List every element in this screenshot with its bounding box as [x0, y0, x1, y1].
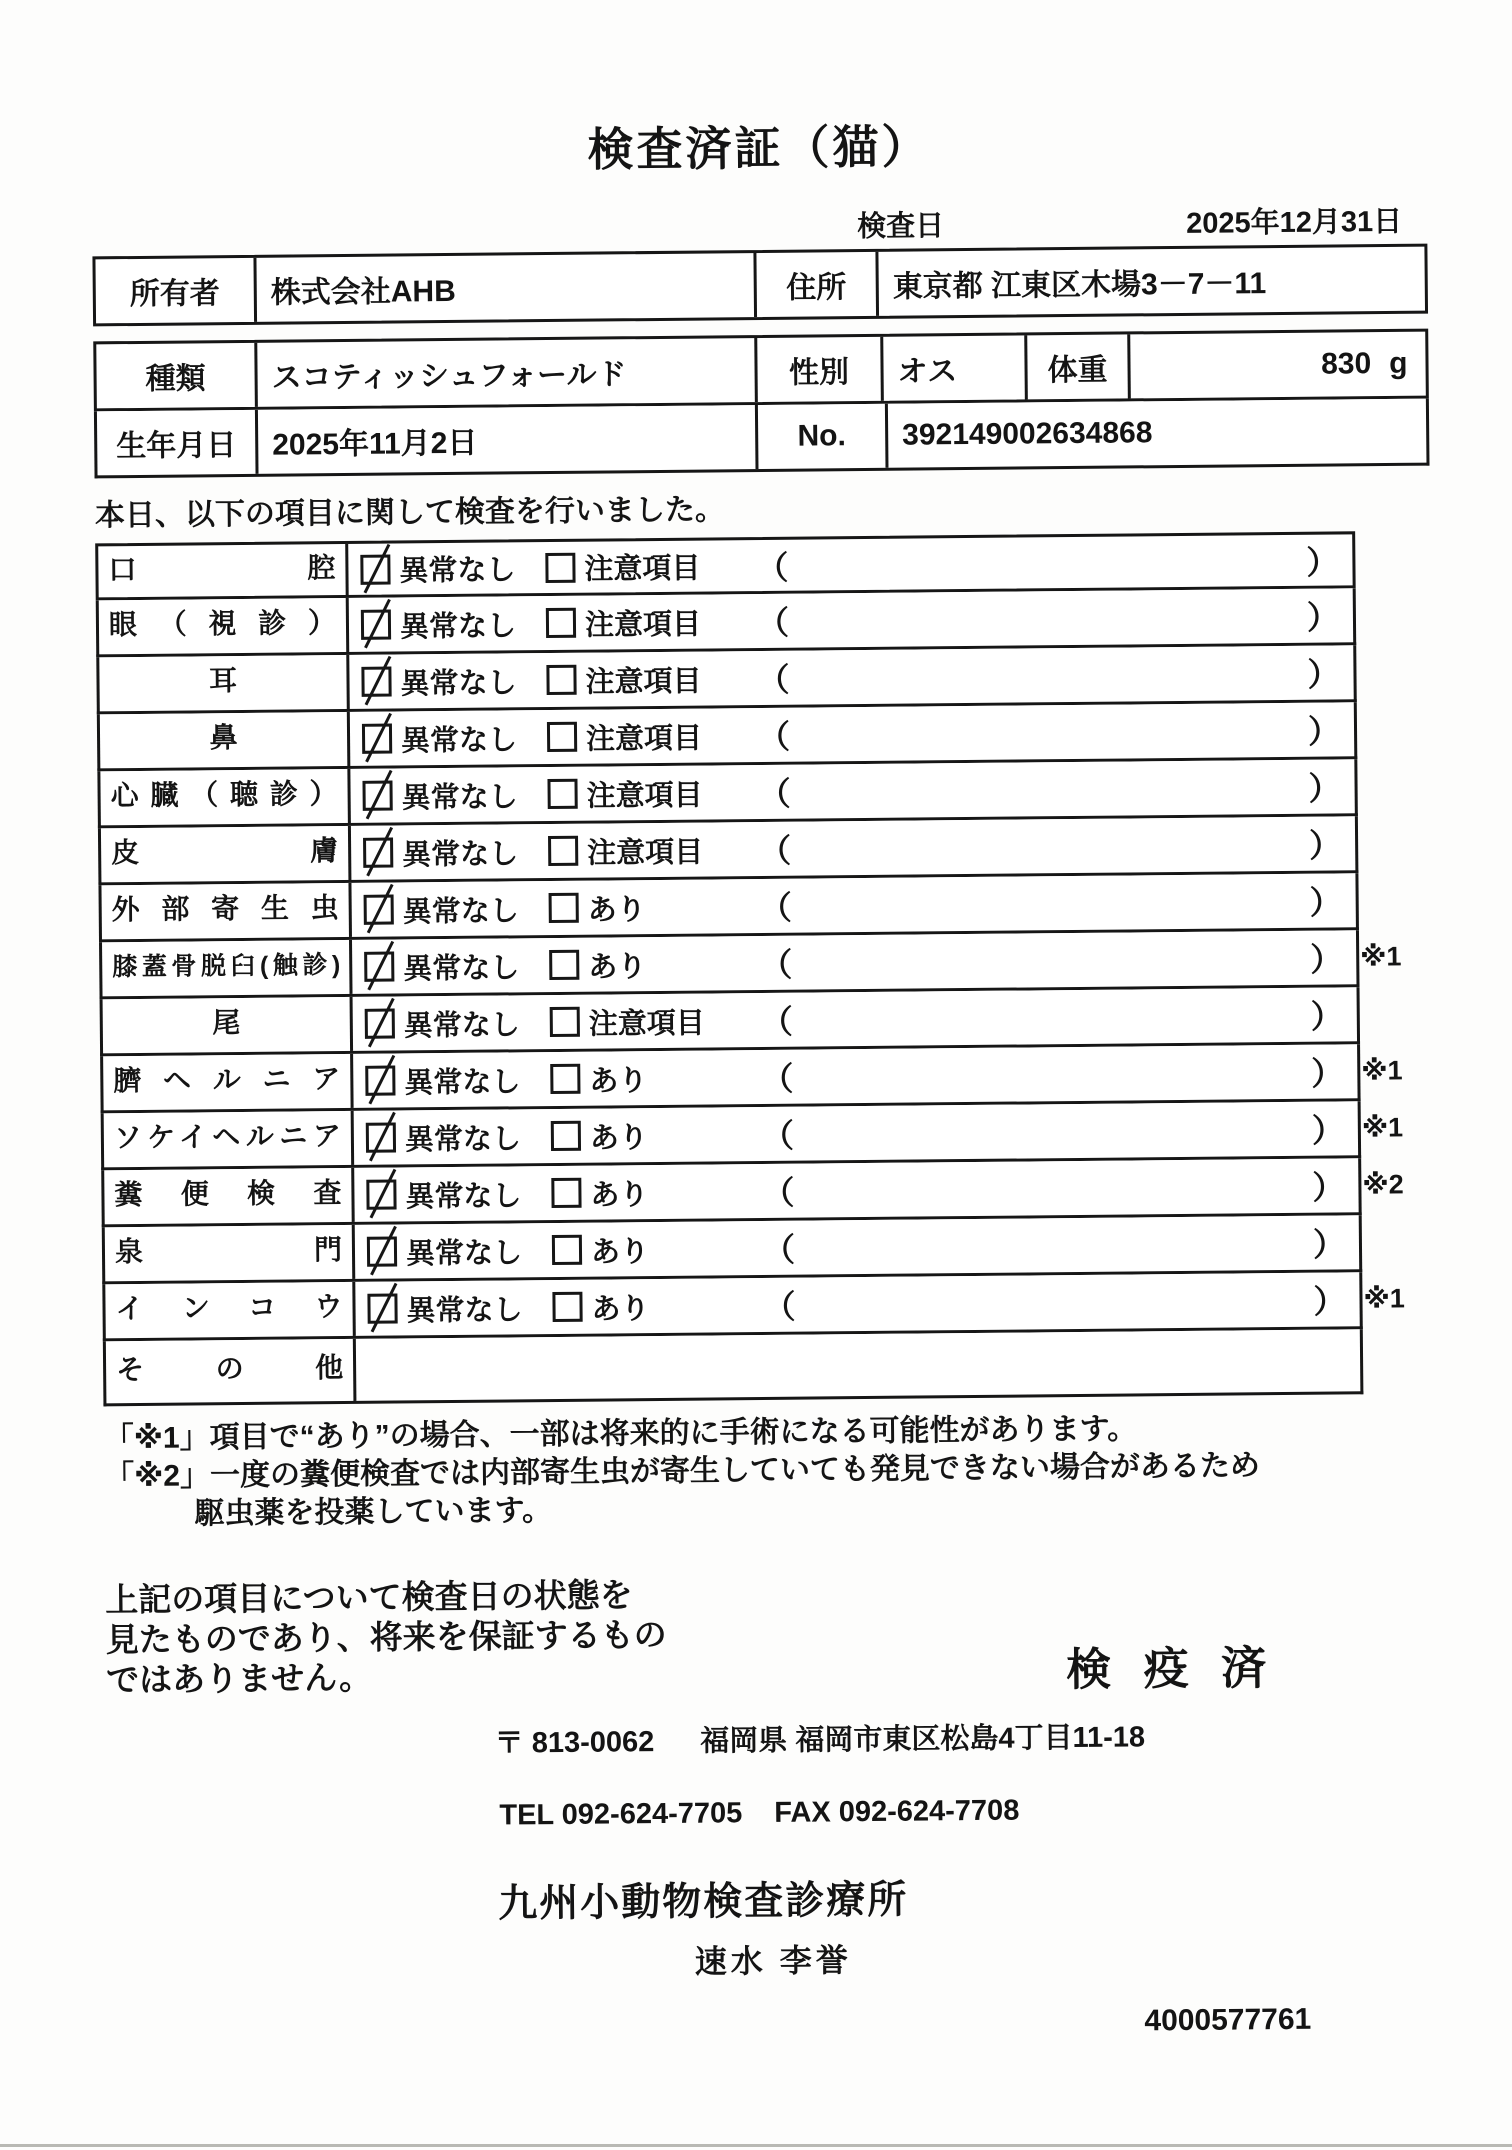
- unchecked-checkbox-icon: [550, 1007, 580, 1037]
- paren-open: （: [758, 775, 791, 813]
- owner-label: 所有者: [129, 277, 220, 312]
- paren-close: ）: [1311, 1112, 1345, 1149]
- alt-label: 注意項目: [585, 722, 703, 756]
- unchecked-checkbox-icon: [551, 1121, 581, 1151]
- ok-label: 異常なし: [404, 1065, 521, 1099]
- paren-open: （: [760, 946, 793, 984]
- unchecked-checkbox-icon: [551, 1178, 581, 1208]
- paren-open: （: [761, 1060, 794, 1098]
- owner-table: [92, 244, 1428, 327]
- checked-checkbox-icon: [366, 1180, 396, 1210]
- row-note: ※1: [1361, 1055, 1403, 1086]
- checked-checkbox-icon: [365, 1066, 395, 1096]
- item-label: そ の 他: [106, 1339, 357, 1403]
- paren-open: （: [757, 718, 791, 756]
- alt-label: あり: [590, 1178, 649, 1212]
- paren-close: ）: [1306, 543, 1339, 581]
- item-result: [352, 930, 1356, 994]
- quarantine-passed-stamp: 検 疫 済: [1065, 1642, 1277, 1696]
- alt-label: 注意項目: [588, 1007, 705, 1041]
- row-note: [1357, 615, 1417, 616]
- breed-value: スコティッシュフォールド: [254, 338, 755, 407]
- document-title: 検査済証（猫）: [587, 120, 931, 176]
- inspection-date-value: 2025年12月31日: [1185, 205, 1403, 240]
- ok-label: 異常なし: [404, 1122, 522, 1156]
- item-result: [348, 534, 1352, 595]
- weight-value: 830: [1320, 347, 1372, 381]
- footnotes: [104, 1408, 1440, 1535]
- alt-label: 注意項目: [584, 552, 701, 586]
- checked-checkbox-icon: [364, 952, 394, 982]
- paren-close: ）: [1308, 827, 1342, 864]
- item-result: [350, 759, 1354, 823]
- ok-label: 異常なし: [403, 951, 520, 985]
- paren-open: （: [762, 1231, 796, 1269]
- checklist-table: [95, 531, 1405, 1406]
- item-label: 糞 便 検 査: [104, 1168, 355, 1224]
- paren-close: ）: [1308, 770, 1341, 807]
- item-label: イ ン コ ウ: [105, 1282, 356, 1338]
- item-label: 臍 ヘ ル ニ ア: [103, 1054, 354, 1110]
- alt-label: あり: [588, 950, 647, 984]
- item-label: 皮 膚: [101, 826, 352, 882]
- unchecked-checkbox-icon: [550, 1064, 580, 1094]
- owner-value: 株式会社AHB: [253, 253, 754, 322]
- alt-label: 注意項目: [585, 665, 702, 699]
- birth-label: 生年月日: [116, 429, 237, 464]
- footnote-2: 「※2」一度の糞便検査では内部寄生虫が寄生していても発見できない場合があるため: [103, 1449, 1261, 1494]
- checked-checkbox-icon: [362, 724, 392, 754]
- item-result: [349, 588, 1353, 652]
- clinic-postal-code: 〒 813-0062: [494, 1726, 655, 1760]
- row-note: [1358, 729, 1418, 730]
- sex-label: 性別: [754, 337, 881, 402]
- item-label: 膝蓋骨脱臼(触診): [102, 940, 353, 996]
- alt-label: あり: [587, 893, 646, 927]
- paren-close: ）: [1309, 884, 1342, 921]
- row-note: ※1: [1360, 941, 1402, 972]
- footnote-2-continued: 駆虫薬を投薬しています。: [194, 1494, 553, 1531]
- alt-label: あり: [589, 1064, 648, 1098]
- checked-checkbox-icon: [364, 895, 394, 925]
- ok-label: 異常なし: [402, 894, 519, 928]
- unchecked-checkbox-icon: [545, 552, 575, 582]
- row-note: [1359, 843, 1419, 844]
- serial-number: 4000577761: [1144, 2002, 1312, 2038]
- paren-open: （: [762, 1174, 795, 1212]
- footnote-1: 「※1」項目で“あり”の場合、一部は将来的に手術になる可能性があります。: [103, 1412, 1138, 1456]
- item-result: [353, 987, 1357, 1051]
- veterinarian-name: 速水 李誉: [694, 1942, 852, 1980]
- item-label: 口 腔: [98, 544, 348, 597]
- checked-checkbox-icon: [365, 1009, 395, 1039]
- checked-checkbox-icon: [360, 554, 390, 584]
- paren-close: ）: [1311, 1055, 1344, 1092]
- paren-close: ）: [1310, 998, 1343, 1035]
- checked-checkbox-icon: [362, 781, 392, 811]
- unchecked-checkbox-icon: [546, 665, 576, 695]
- owner-row: [92, 244, 1428, 327]
- row-note: [1356, 559, 1416, 560]
- weight-label: 体重: [1024, 334, 1128, 399]
- ok-label: 異常なし: [405, 1179, 522, 1213]
- item-label: 眼 （ 視 診 ）: [99, 598, 350, 654]
- certificate-sheet: [90, 0, 1445, 2048]
- unchecked-checkbox-icon: [546, 608, 576, 638]
- checklist-row-other: [103, 1329, 1364, 1406]
- disclaimer-line: ではありません。: [105, 1658, 373, 1699]
- item-label: 泉 門: [105, 1225, 356, 1281]
- item-label: ソケイヘルニア: [104, 1111, 355, 1167]
- clinic-name: 九州小動物検査診療所: [498, 1878, 909, 1926]
- sex-value: オス: [880, 335, 1025, 400]
- clinic-address: 福岡県 福岡市東区松島4丁目11-18: [700, 1721, 1146, 1758]
- alt-label: あり: [589, 1121, 649, 1155]
- unchecked-checkbox-icon: [549, 893, 579, 923]
- unchecked-checkbox-icon: [549, 950, 579, 980]
- item-result: [351, 816, 1355, 880]
- ok-label: 異常なし: [401, 780, 518, 814]
- paren-open: （: [757, 661, 790, 699]
- unchecked-checkbox-icon: [547, 722, 577, 752]
- no-label: No.: [755, 404, 886, 469]
- unchecked-checkbox-icon: [552, 1292, 582, 1322]
- item-result: [355, 1215, 1359, 1279]
- pet-table: [93, 329, 1429, 479]
- disclaimer-line: 上記の項目について検査日の状態を: [105, 1576, 633, 1619]
- ok-label: 異常なし: [400, 723, 518, 757]
- paren-close: ）: [1312, 1226, 1346, 1263]
- ok-label: 異常なし: [405, 1236, 523, 1270]
- paren-open: （: [756, 549, 789, 586]
- row-note: [1361, 1014, 1421, 1015]
- checked-checkbox-icon: [367, 1294, 397, 1324]
- item-label: 耳: [99, 655, 350, 711]
- weight-unit: g: [1389, 346, 1408, 380]
- ok-label: 異常なし: [403, 1008, 520, 1042]
- item-result: [350, 702, 1354, 766]
- address-label: 住所: [753, 252, 876, 317]
- ok-label: 異常なし: [406, 1293, 523, 1327]
- weight-cell: [1127, 332, 1426, 399]
- paren-open: （: [763, 1288, 796, 1326]
- item-result: [355, 1272, 1359, 1336]
- checked-checkbox-icon: [366, 1123, 396, 1153]
- item-result: [351, 873, 1355, 937]
- checked-checkbox-icon: [367, 1237, 397, 1267]
- unchecked-checkbox-icon: [548, 836, 578, 866]
- unchecked-checkbox-icon: [547, 779, 577, 809]
- intro-text: 本日、以下の項目に関して検査を行いました。: [94, 493, 726, 533]
- item-result: [354, 1158, 1358, 1222]
- paren-open: （: [756, 604, 790, 642]
- paren-close: ）: [1307, 656, 1340, 693]
- checked-checkbox-icon: [363, 838, 393, 868]
- row-note: ※2: [1362, 1169, 1404, 1200]
- alt-label: あり: [591, 1292, 650, 1326]
- no-value: 392149002634868: [885, 399, 1427, 468]
- paren-open: （: [761, 1117, 795, 1155]
- row-note: ※1: [1363, 1283, 1405, 1314]
- alt-label: あり: [590, 1235, 650, 1269]
- alt-label: 注意項目: [586, 779, 703, 813]
- breed-label: 種類: [145, 362, 206, 396]
- item-label: 尾: [103, 997, 354, 1053]
- alt-label: 注意項目: [584, 608, 702, 642]
- paren-close: ）: [1310, 941, 1343, 978]
- item-result: [349, 645, 1353, 709]
- unchecked-checkbox-icon: [552, 1235, 582, 1265]
- row-note: [1357, 672, 1417, 673]
- paren-close: ）: [1313, 1283, 1346, 1320]
- inspection-date-line: [92, 206, 1427, 251]
- item-label: 鼻: [100, 712, 351, 768]
- closing-section: [105, 1568, 1441, 1701]
- birth-row: [94, 399, 1430, 479]
- disclaimer-line: 見たものであり、将来を保証するもの: [105, 1615, 667, 1659]
- checked-checkbox-icon: [361, 610, 391, 640]
- item-result: [354, 1101, 1358, 1165]
- ok-label: 異常なし: [400, 666, 517, 700]
- item-label: 心 臓 （ 聴 診 ）: [100, 769, 351, 825]
- birth-value: 2025年11月2日: [255, 405, 756, 474]
- item-label: 外 部 寄 生 虫: [101, 883, 352, 939]
- breed-row: [93, 329, 1429, 412]
- ok-label: 異常なし: [402, 837, 519, 871]
- inspection-date-label: 検査日: [857, 210, 945, 244]
- paren-open: （: [760, 1003, 793, 1041]
- clinic-fax: FAX 092-624-7708: [774, 1794, 1020, 1829]
- row-note: [1360, 900, 1420, 901]
- paren-open: （: [759, 889, 792, 927]
- paren-close: ）: [1307, 713, 1341, 750]
- clinic-tel: TEL 092-624-7705: [499, 1797, 743, 1832]
- paren-close: ）: [1312, 1169, 1345, 1206]
- checked-checkbox-icon: [361, 667, 391, 697]
- alt-label: 注意項目: [587, 836, 704, 870]
- row-note: ※1: [1361, 1112, 1404, 1143]
- paren-close: ）: [1306, 599, 1340, 636]
- item-result-empty: [356, 1329, 1361, 1401]
- address-value: 東京都 江東区木場3－7－11: [875, 247, 1425, 316]
- scan-bottom-edge: [0, 2144, 1512, 2147]
- clinic-phone-line: [499, 1791, 1442, 1833]
- clinic-address-line: [495, 1712, 1442, 1762]
- item-result: [353, 1044, 1357, 1108]
- ok-label: 異常なし: [399, 554, 516, 588]
- ok-label: 異常なし: [399, 609, 517, 643]
- row-note: [1359, 786, 1419, 787]
- paren-open: （: [758, 832, 792, 870]
- row-note: [1363, 1242, 1423, 1243]
